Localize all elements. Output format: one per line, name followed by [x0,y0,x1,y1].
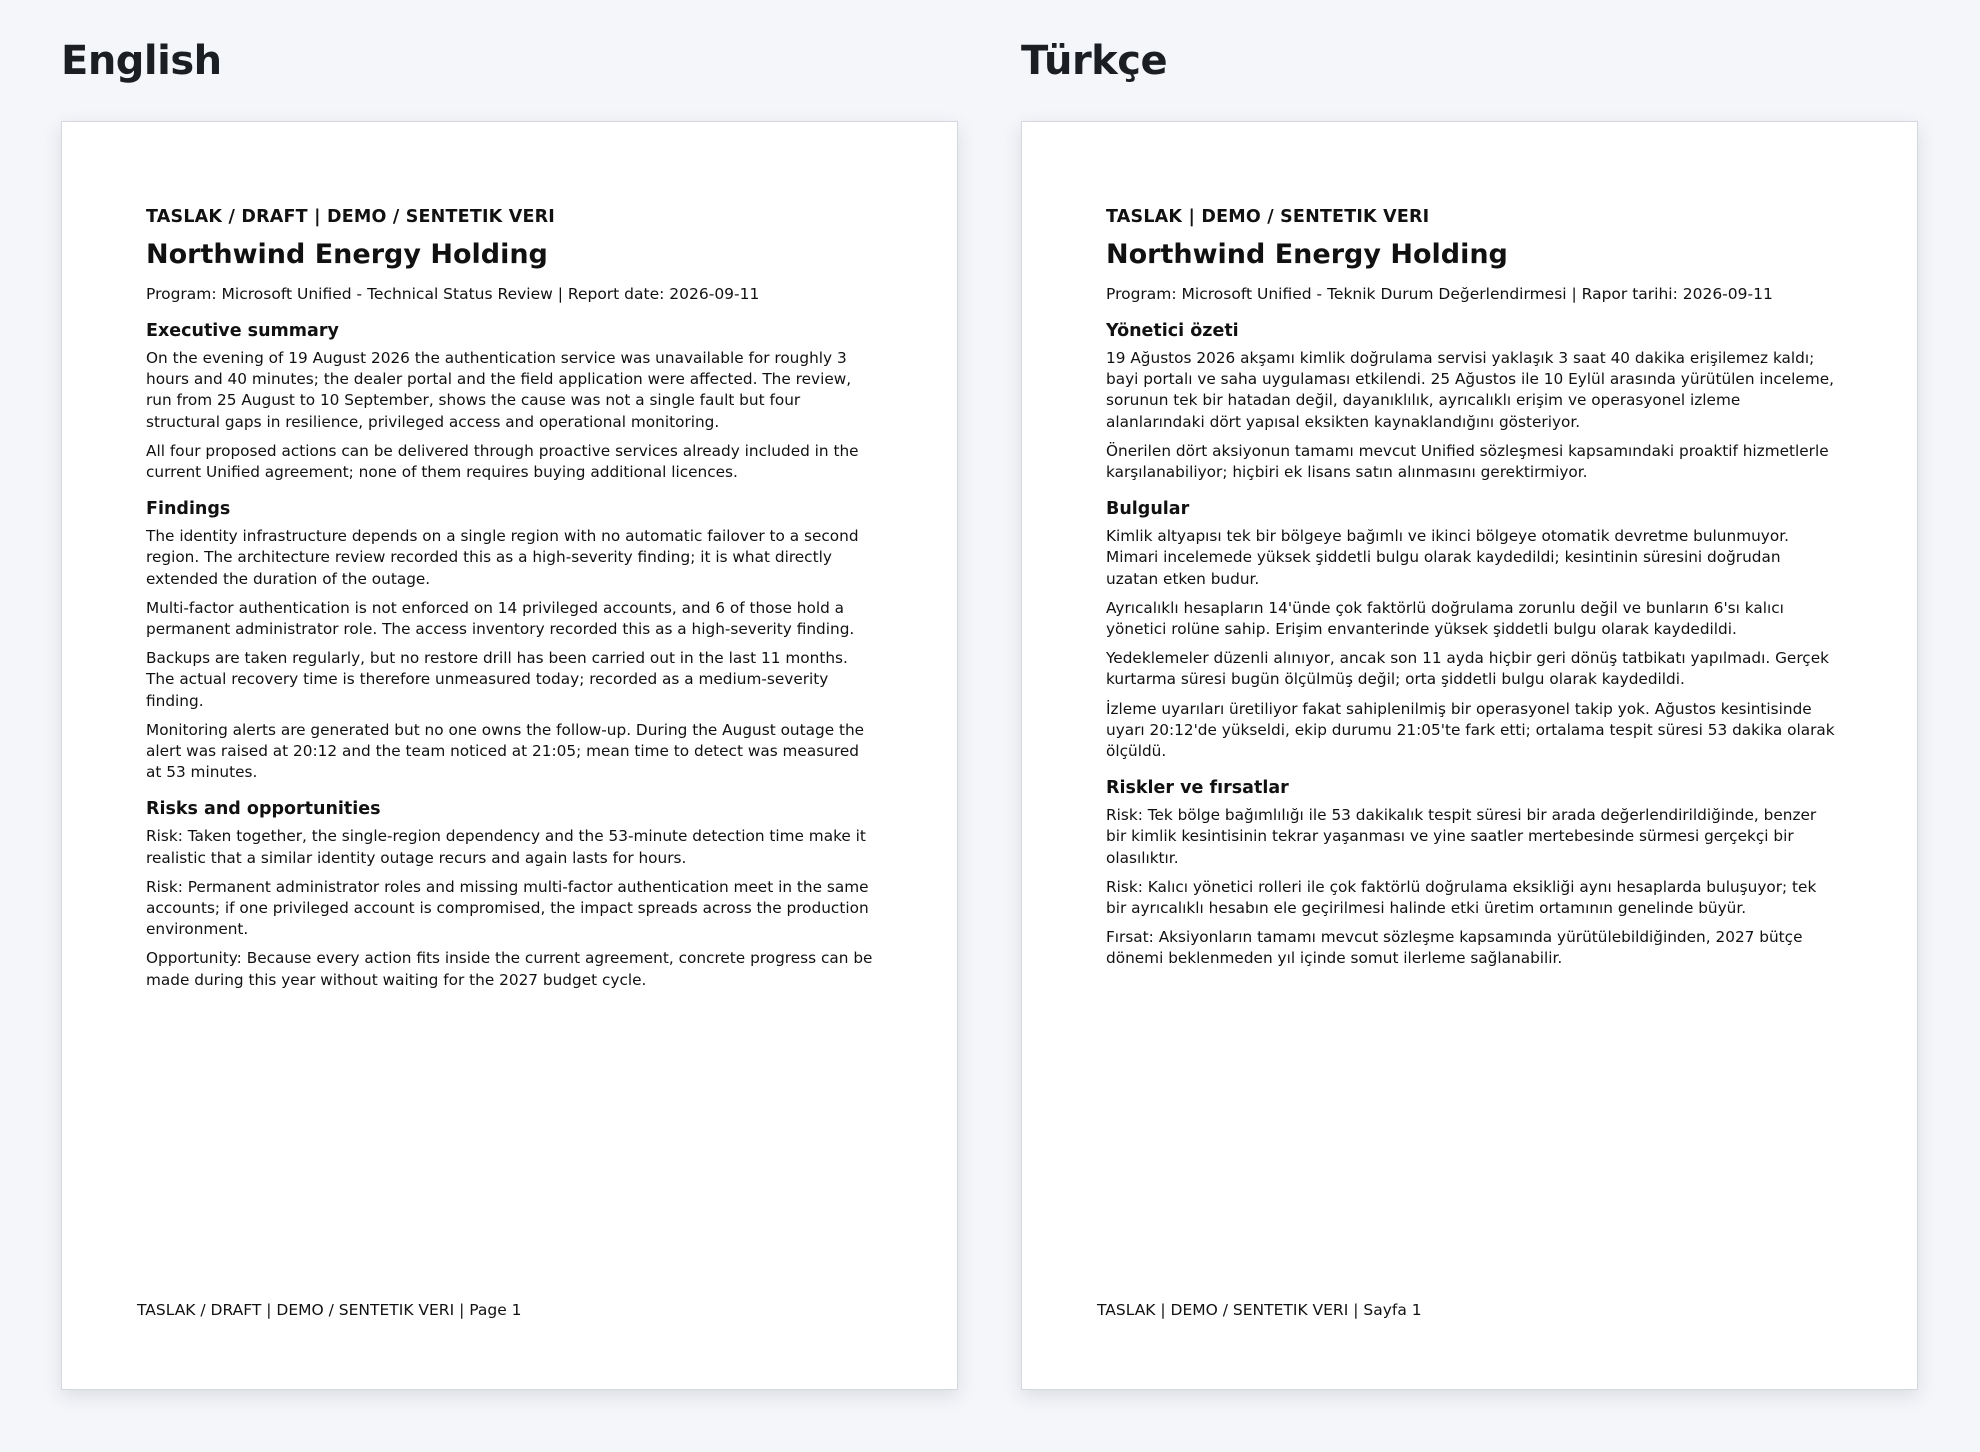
paragraph: 19 Ağustos 2026 akşamı kimlik doğrulama servisi yaklaşık 3 saat 40 dakika erişilemez kaldı; bayi portalı ve saha uygulaması etkilendi. 25 Ağustos ile 10 Eylül arasında yürütülen inceleme, sorunun tek bir hatadan değil, dayanıklılık, ayrıcalıklı erişim ve operasyonel izleme alanlarındaki dört yapısal eksikten kaynaklandığını gösteriyor. [1106,349,1835,431]
paragraph: Risk: Tek bölge bağımlılığı ile 53 dakikalık tespit süresi bir arada değerlendirildiğinde, benzer bir kimlik kesintisinin tekrar yaşanması ve yine saatler mertebesinde sürmesi gerçekçi bir olasılıktır. [1106,806,1817,867]
paragraph: The identity infrastructure depends on a single region with no automatic failover to a second region. The architecture review recorded this as a high-severity finding; it is what directly extended the duration of the outage. [146,527,859,588]
paragraph: Fırsat: Aksiyonların tamamı mevcut sözleşme kapsamında yürütülebildiğinden, 2027 bütçe dönemi beklenmeden yıl içinde somut ilerleme sağlanabilir. [1106,928,1803,968]
document-body [146,206,876,999]
paragraph: Multi-factor authentication is not enforced on 14 privileged accounts, and 6 of those hold a permanent administrator role. The access inventory recorded this as a high-severity finding. [146,598,855,639]
section-findings [1106,498,1836,762]
document-meta: Program: Microsoft Unified - Technical Status Review | Report date: 2026-09-11 [146,285,760,303]
page-footer: TASLAK / DRAFT | DEMO / SENTETIK VERI | Page 1 [137,1301,522,1319]
section-heading: Riskler ve fırsatlar [1106,778,1289,799]
column-heading: English [61,38,222,84]
page-footer: TASLAK | DEMO / SENTETIK VERI | Sayfa 1 [1097,1301,1422,1319]
paragraph: Ayrıcalıklı hesapların 14'ünde çok faktörlü doğrulama zorunlu değil ve bunların 6'sı kalıcı yönetici rolüne sahip. Erişim envanterinde yüksek şiddetli bulgu olarak kaydedildi. [1106,598,1784,639]
section-heading: Findings [146,499,231,520]
paragraph: Monitoring alerts are generated but no one owns the follow-up. During the August outage the alert was raised at 20:12 and the team noticed at 21:05; mean time to detect was measured at 53 minutes. [146,720,865,782]
paragraph: Risk: Taken together, the single-region dependency and the 53-minute detection time make it realistic that a similar identity outage recurs and again lasts for hours. [146,827,866,867]
section-heading: Bulgular [1106,499,1190,520]
document-meta: Program: Microsoft Unified - Teknik Durum Değerlendirmesi | Rapor tarihi: 2026-09-11 [1106,285,1773,303]
section-heading: Yönetici özeti [1106,321,1239,341]
paragraph: İzleme uyarıları üretiliyor fakat sahiplenilmiş bir operasyonel takip yok. Ağustos kesintisinde uyarı 20:12'de yükseldi, ekip durumu 21:05'te fark etti; ortalama tespit süresi 53 dakika olarak ölçüldü. [1106,699,1835,761]
draft-label: TASLAK | DEMO / SENTETIK VERI [1106,207,1430,227]
draft-label: TASLAK / DRAFT | DEMO / SENTETIK VERI [146,207,556,227]
paragraph: Yedeklemeler düzenli alınıyor, ancak son 11 ayda hiçbir geri dönüş tatbikatı yapılmadı. Gerçek kurtarma süresi bugün ölçülmüş değil; orta şiddetli bulgu olarak kaydedildi. [1106,649,1829,689]
section-heading: Executive summary [146,321,339,341]
paragraph: All four proposed actions can be delivered through proactive services already included in the current Unified agreement; none of them requires buying additional licences. [146,441,859,482]
document-page [1021,121,1918,1390]
paragraph: Kimlik altyapısı tek bir bölgeye bağımlı ve ikinci bölgeye otomatik devretme bulunmuyor. Mimari incelemede yüksek şiddetli bulgu olarak kaydedildi; kesintinin süresini doğrudan uzatan etken budur. [1106,527,1789,588]
section-executive-summary [146,320,876,483]
paragraph: Backups are taken regularly, but no restore drill has been carried out in the last 11 months. The actual recovery time is therefore unmeasured today; recorded as a medium-severity finding. [146,649,848,710]
document-page [61,121,958,1390]
document-title: Northwind Energy Holding [1106,239,1508,270]
document-body [1106,206,1836,978]
paragraph: Opportunity: Because every action fits inside the current agreement, concrete progress can be made during this year without waiting for the 2027 budget cycle. [146,949,873,989]
section-risks-opportunities [1106,777,1836,969]
paragraph: Risk: Permanent administrator roles and missing multi-factor authentication meet in the same accounts; if one privileged account is compromised, the impact spreads across the production environment. [146,877,869,939]
section-heading: Risks and opportunities [146,799,381,820]
section-executive-summary [1106,320,1836,483]
column-heading: Türkçe [1021,38,1168,84]
paragraph: Risk: Kalıcı yönetici rolleri ile çok faktörlü doğrulama eksikliği aynı hesaplarda buluşuyor; tek bir ayrıcalıklı hesabın ele geçirilmesi halinde etki üretim ortamının genelinde büyür. [1106,877,1817,918]
document-title: Northwind Energy Holding [146,239,548,270]
section-findings [146,498,876,783]
paragraph: On the evening of 19 August 2026 the authentication service was unavailable for roughly 3 hours and 40 minutes; the dealer portal and the field application were affected. The review, run from 25 August to 10 September, shows the cause was not a single fault but four structural gaps in resilience, privileged access and operational monitoring. [146,349,852,431]
section-risks-opportunities [146,798,876,990]
paragraph: Önerilen dört aksiyonun tamamı mevcut Unified sözleşmesi kapsamındaki proaktif hizmetlerle karşılanabiliyor; hiçbiri ek lisans satın alınmasını gerektirmiyor. [1106,441,1829,482]
